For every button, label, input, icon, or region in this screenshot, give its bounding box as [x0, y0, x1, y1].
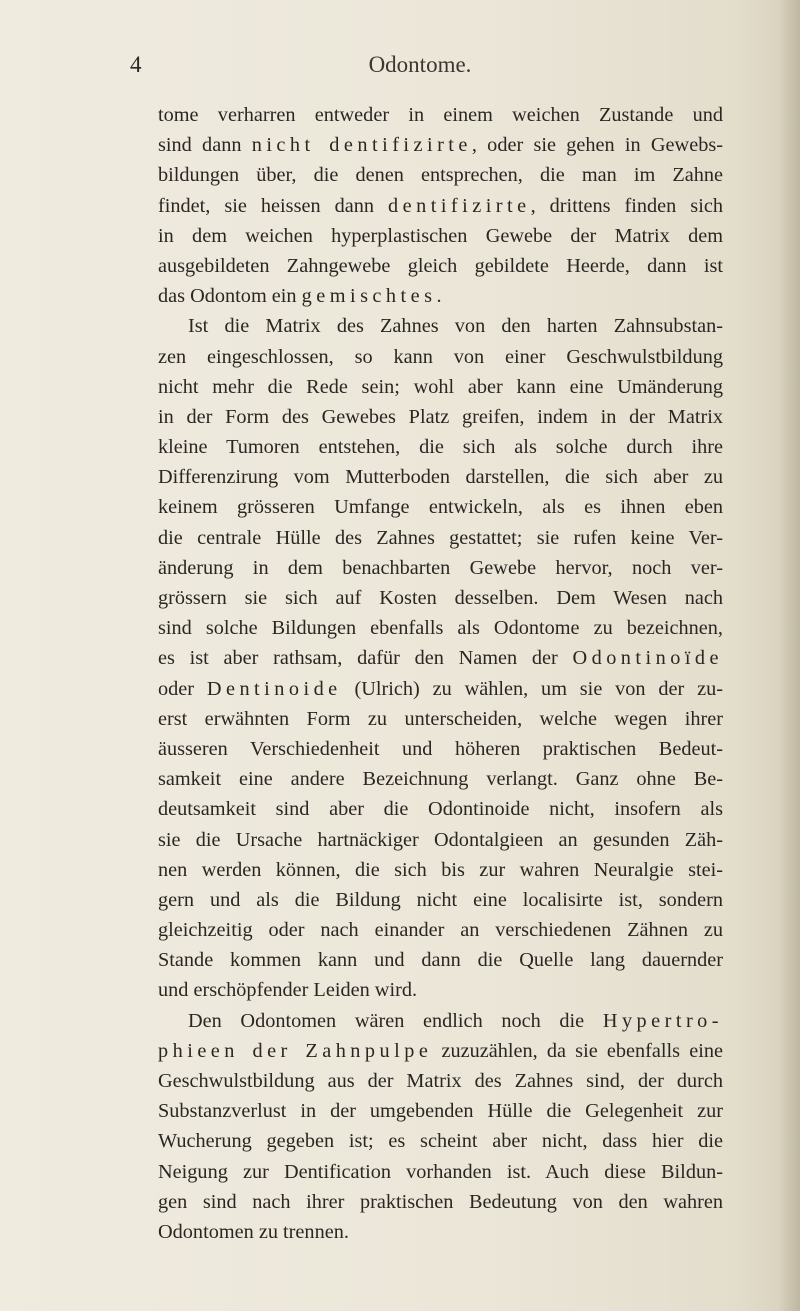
text-line	[158, 704, 723, 734]
text-segment: keinem grösseren Umfange entwickeln, als es ihnen eben	[158, 496, 723, 519]
page-header	[130, 52, 710, 82]
text-segment: zen eingeschlossen, so kann von einer Geschwulstbildung	[158, 345, 723, 368]
page-number: 4	[130, 52, 142, 77]
text-segment: Odontomen zu trennen.	[158, 1220, 349, 1243]
text-line	[158, 674, 723, 704]
text-segment: Wucherung gegeben ist; es scheint aber nicht, dass hier die	[158, 1130, 723, 1153]
text-line	[158, 342, 723, 372]
text-segment: bildungen über, die denen entsprechen, die man im Zahne	[158, 164, 723, 187]
text-segment: oder	[158, 677, 207, 700]
text-line	[158, 191, 723, 221]
spaced-emphasis: gemischtes	[301, 285, 437, 308]
text-segment: Stande kommen kann und dann die Quelle lang dauernder	[158, 949, 723, 972]
text-line	[158, 221, 723, 251]
spaced-emphasis: Odontinoïde	[572, 647, 723, 670]
text-line	[158, 160, 723, 190]
text-line	[158, 1006, 723, 1036]
text-segment: Substanzverlust in der umgebenden Hülle die Gelegenheit zur	[158, 1100, 723, 1123]
text-segment: grössern sie sich auf Kosten desselben. Dem Wesen nach	[158, 587, 723, 609]
text-segment: die centrale Hülle des Zahnes gestattet; sie rufen keine Ver-	[158, 526, 723, 549]
text-segment: nen werden können, die sich bis zur wahren Neuralgie stei-	[158, 858, 723, 881]
text-line	[158, 1157, 723, 1187]
text-segment: Differenzirung vom Mutterboden darstellen, die sich aber zu	[158, 466, 723, 489]
text-line	[158, 1126, 723, 1156]
spaced-emphasis: Dentinoide	[206, 677, 342, 700]
text-segment: Den Odontomen wären endlich noch die	[188, 1009, 603, 1032]
text-segment: es ist aber rathsam, dafür den Namen der	[158, 647, 573, 670]
text-line	[158, 1096, 723, 1126]
text-line	[158, 130, 723, 160]
text-segment: in der Form des Gewebes Platz greifen, indem in der Matrix	[158, 405, 723, 428]
spaced-emphasis: dentifizirte	[388, 194, 531, 217]
text-segment: sind solche Bildungen ebenfalls als Odontome zu bezeichnen,	[158, 617, 723, 640]
text-segment: kleine Tumoren entstehen, die sich als solche durch ihre	[158, 436, 723, 459]
text-segment: sind dann	[158, 134, 252, 157]
text-line	[158, 100, 723, 130]
text-line	[158, 523, 723, 553]
text-segment: tome verharren entweder in einem weichen Zustande und	[158, 104, 723, 126]
text-line	[158, 975, 723, 1005]
text-segment: ausgebildeten Zahngewebe gleich gebildete Heerde, dann ist	[158, 254, 723, 277]
text-segment: gleichzeitig oder nach einander an verschiedenen Zähnen zu	[158, 919, 723, 942]
text-line	[158, 885, 723, 915]
text-line	[158, 734, 723, 764]
text-segment: Ist die Matrix des Zahnes von den harten Zahnsubstan-	[188, 315, 723, 338]
text-line	[158, 764, 723, 794]
text-segment: .	[436, 285, 442, 308]
text-segment: , oder sie gehen in Gewebs-	[471, 134, 723, 157]
text-segment: findet, sie heissen dann	[158, 194, 389, 217]
text-line	[158, 613, 723, 643]
text-segment: erst erwähnten Form zu unterscheiden, welche wegen ihrer	[158, 707, 723, 730]
text-segment: samkeit eine andere Bezeichnung verlangt. Ganz ohne Be-	[158, 768, 723, 791]
text-line	[158, 462, 723, 492]
text-segment: und erschöpfender Leiden wird.	[158, 979, 418, 1002]
text-line	[158, 492, 723, 522]
text-segment: äusseren Verschiedenheit und höheren praktischen Bedeut-	[158, 737, 723, 760]
text-line	[158, 855, 723, 885]
running-head: Odontome.	[368, 52, 472, 77]
text-segment: sie die Ursache hartnäckiger Odontalgieen an gesunden Zäh-	[158, 828, 723, 851]
text-line	[158, 251, 723, 281]
text-segment: zuzuzählen, da sie ebenfalls eine	[432, 1039, 723, 1062]
text-line	[158, 1036, 723, 1066]
text-line	[158, 945, 723, 975]
text-line	[158, 311, 723, 341]
spaced-emphasis: nicht dentifizirte	[251, 134, 472, 157]
text-line	[158, 1187, 723, 1217]
text-segment: (Ulrich) zu wählen, um sie von der zu-	[341, 677, 724, 700]
text-segment: das Odontom ein	[158, 285, 302, 308]
text-segment: nicht mehr die Rede sein; wohl aber kann eine Umänderung	[158, 375, 723, 398]
text-line	[158, 583, 723, 613]
body-text	[158, 100, 723, 1247]
text-line	[158, 372, 723, 402]
text-segment: Neigung zur Dentification vorhanden ist. Auch diese Bildun-	[158, 1160, 723, 1183]
text-segment: Geschwulstbildung aus der Matrix des Zahnes sind, der durch	[158, 1070, 723, 1092]
spaced-emphasis: phieen der Zahnpulpe	[158, 1039, 433, 1062]
text-line	[158, 1066, 723, 1096]
text-line	[158, 825, 723, 855]
text-line	[158, 1217, 723, 1247]
text-segment: deutsamkeit sind aber die Odontinoide nicht, insofern als	[158, 798, 723, 821]
text-line	[158, 281, 723, 311]
text-segment: gern und als die Bildung nicht eine localisirte ist, sondern	[158, 888, 723, 911]
text-segment: gen sind nach ihrer praktischen Bedeutung von den wahren	[158, 1190, 723, 1213]
spaced-emphasis: Hypertro-	[602, 1009, 723, 1032]
text-line	[158, 643, 723, 673]
text-segment: , drittens finden sich	[530, 194, 723, 217]
text-segment: in dem weichen hyperplastischen Gewebe der Matrix dem	[158, 224, 723, 247]
text-line	[158, 402, 723, 432]
text-line	[158, 553, 723, 583]
text-line	[158, 915, 723, 945]
text-line	[158, 432, 723, 462]
text-line	[158, 794, 723, 824]
page-edge-shadow	[778, 0, 800, 1311]
text-segment: änderung in dem benachbarten Gewebe hervor, noch ver-	[158, 556, 723, 579]
